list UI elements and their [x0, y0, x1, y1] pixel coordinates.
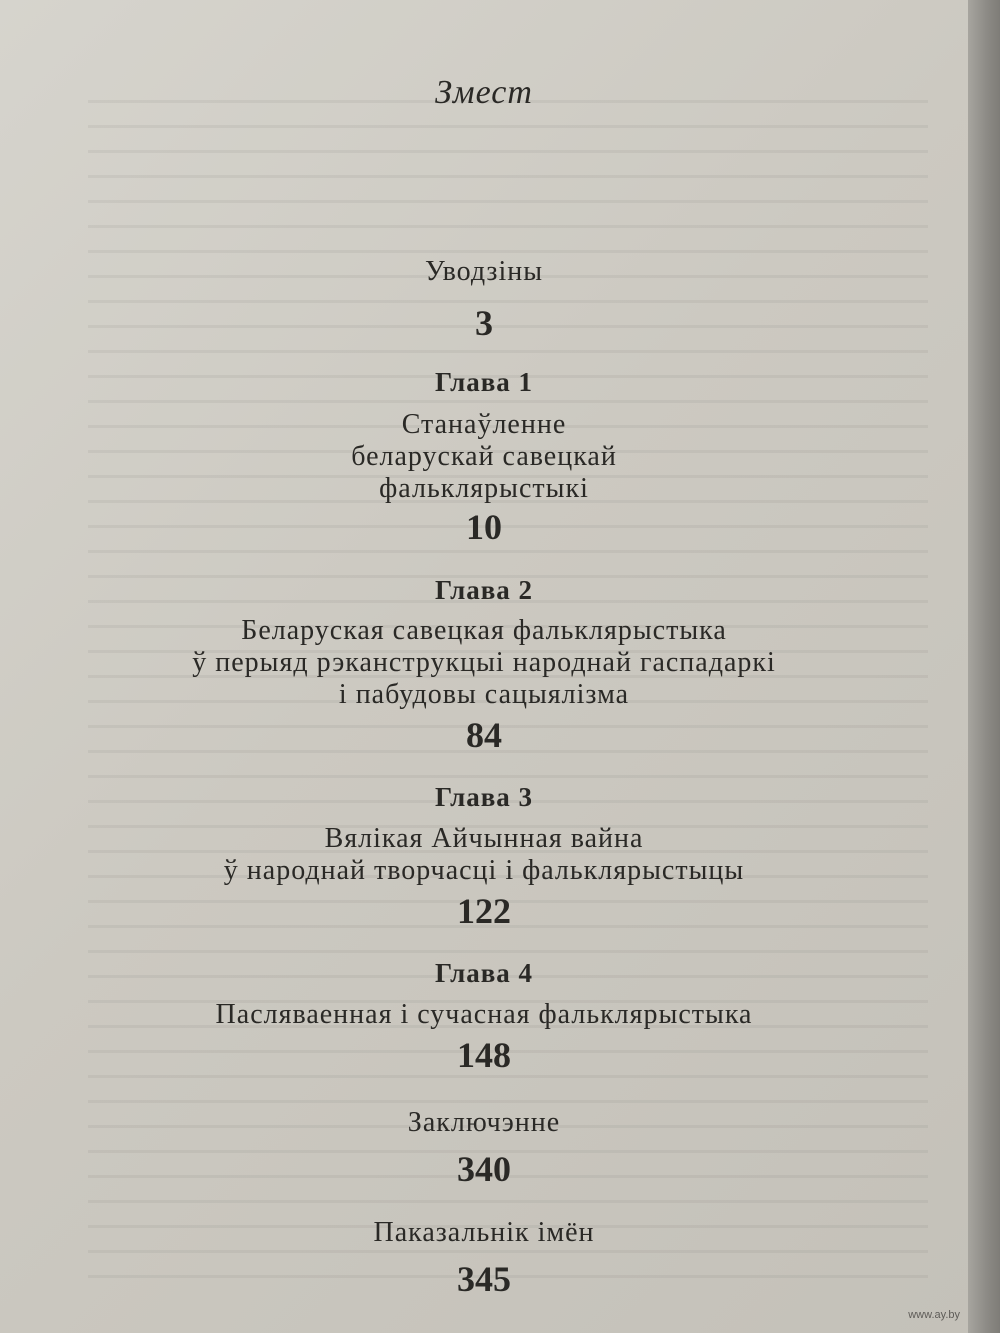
toc-chapter-1-title-line-1: Станаўленне — [401, 409, 567, 440]
toc-chapter-2-title-line-1: Беларуская савецкая фальклярыстыка — [241, 615, 727, 646]
toc-chapter-2-label: Глава 2 — [434, 575, 534, 605]
toc-entry-index-page: 345 — [457, 1259, 511, 1299]
toc-entry-intro-title: Уводзіны — [424, 256, 544, 287]
site-watermark: www.ay.by — [908, 1309, 960, 1321]
toc-chapter-3-title-line-2: ў народнай творчасці і фальклярыстыцы — [223, 855, 745, 886]
toc-chapter-1-title-line-2: беларускай савецкай — [351, 441, 617, 472]
toc-title: Змест — [435, 74, 533, 111]
toc-chapter-3-page: 122 — [457, 891, 511, 931]
toc-chapter-1-page: 10 — [466, 507, 502, 547]
toc-entry-index-title: Паказальнік імён — [373, 1217, 595, 1248]
book-spine-edge — [968, 0, 1000, 1333]
toc-chapter-1-label: Глава 1 — [434, 367, 534, 397]
toc-chapter-4-title-line-1: Пасляваенная і сучасная фальклярыстыка — [215, 999, 753, 1030]
toc-entry-conclusion-page: 340 — [457, 1149, 511, 1189]
toc-chapter-3-title-line-1: Вялікая Айчынная вайна — [324, 823, 644, 854]
toc-chapter-2-title-line-3: і пабудовы сацыялізма — [338, 679, 630, 710]
toc-chapter-2-page: 84 — [466, 715, 502, 755]
toc-entry-conclusion-title: Заключэнне — [407, 1107, 561, 1138]
toc-chapter-2-title-line-2: ў перыяд рэканструкцыі народнай гаспадаркі — [192, 647, 776, 678]
toc-chapter-4-page: 148 — [457, 1035, 511, 1075]
toc-chapter-3-label: Глава 3 — [434, 782, 534, 812]
toc-chapter-4-label: Глава 4 — [434, 958, 534, 988]
toc-chapter-1-title-line-3: фальклярыстыкі — [379, 473, 589, 504]
toc-entry-intro-page: 3 — [475, 303, 493, 343]
